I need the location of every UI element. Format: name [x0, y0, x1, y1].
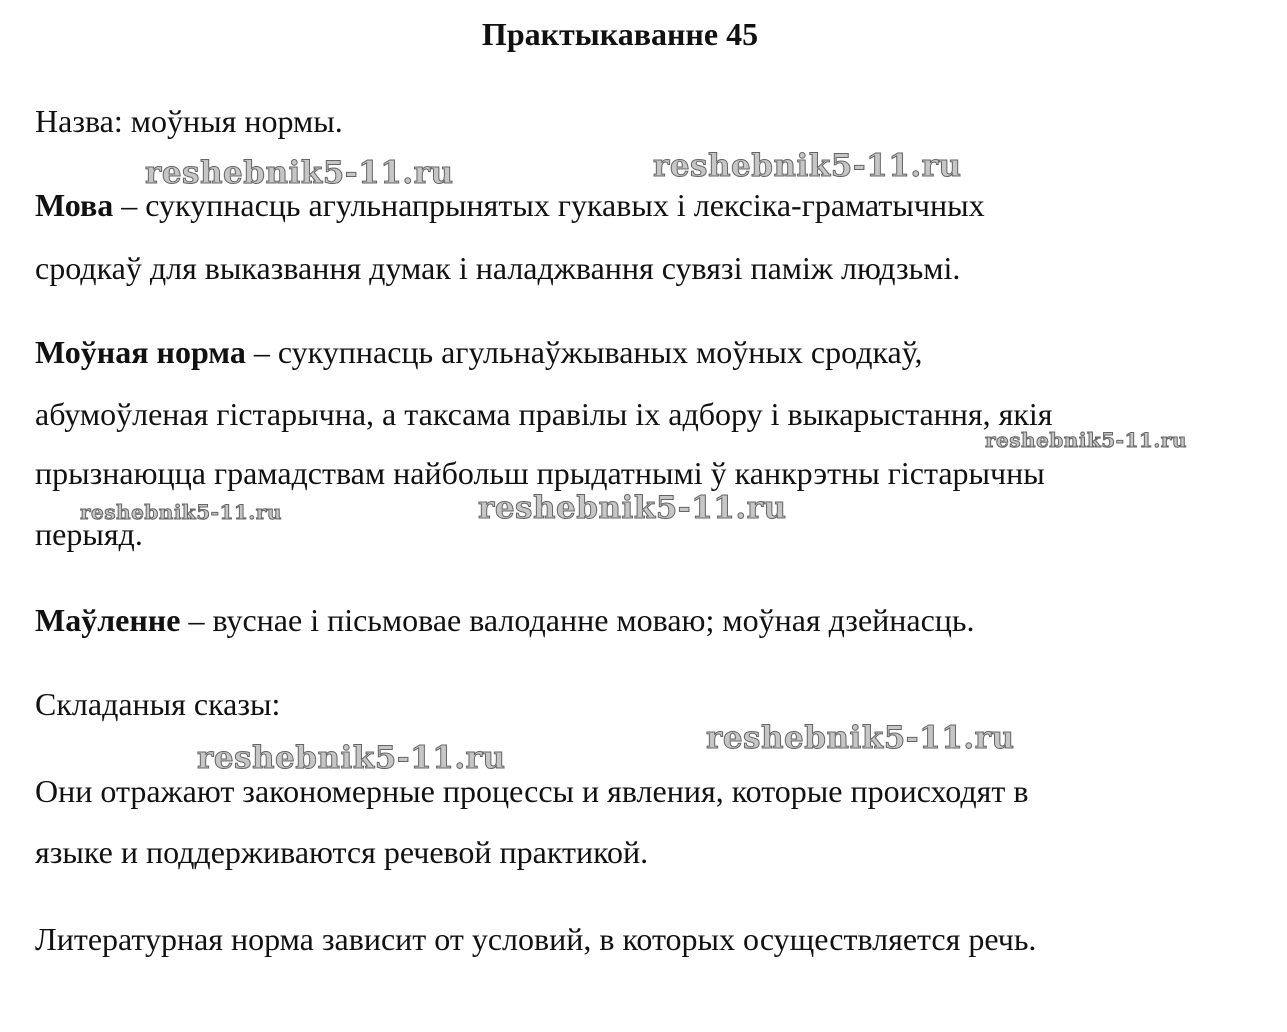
definition-mova-text: – сукупнасць агульнапрынятых гукавых і лексіка-граматычных	[113, 187, 985, 223]
watermark: reshebnik5-11.ru	[80, 500, 282, 524]
term-mova: Мова	[35, 187, 114, 223]
term-norma: Моўная норма	[35, 334, 246, 370]
page-title: Практыкаванне 45	[481, 16, 759, 52]
watermark: reshebnik5-11.ru	[145, 155, 454, 191]
definition-maulenne-line-1	[35, 600, 975, 640]
complex-sentences-label: Складаныя сказы:	[35, 686, 281, 722]
term-maulenne: Маўленне	[35, 602, 181, 638]
definition-mova-line-1	[35, 185, 985, 225]
definition-norma-text: – сукупнасць агульнаўжываных моўных сродкаў,	[245, 334, 923, 370]
naming-line: Назва: моўныя нормы.	[35, 103, 343, 139]
watermark: reshebnik5-11.ru	[706, 720, 1015, 756]
watermark: reshebnik5-11.ru	[478, 490, 787, 526]
sentence-1-line-1: Они отражают закономерные процессы и явления, которые происходят в	[35, 773, 1029, 809]
sentence-2: Литературная норма зависит от условий, в которых осуществляется речь.	[35, 921, 1037, 957]
definition-maulenne-text: – вуснае і пісьмовае валоданне моваю; моўная дзейнасць.	[180, 602, 975, 638]
definition-mova-line-2: сродкаў для выказвання думак і наладжвання сувязі паміж людзьмі.	[35, 250, 961, 286]
definition-norma-line-4: перыяд.	[35, 516, 143, 552]
watermark: reshebnik5-11.ru	[197, 740, 506, 776]
definition-norma-line-3: прызнаюцца грамадствам найбольш прыдатнымі ў канкрэтны гістарычны	[35, 455, 1045, 491]
definition-norma-line-2: абумоўленая гістарычна, а таксама правілы іх адбору і выкарыстання, якія	[35, 396, 1053, 432]
watermark: reshebnik5-11.ru	[653, 148, 962, 184]
sentence-1-line-2: языке и поддерживаются речевой практикой.	[35, 834, 649, 870]
definition-norma-line-1	[35, 332, 923, 372]
watermark: reshebnik5-11.ru	[985, 428, 1187, 452]
